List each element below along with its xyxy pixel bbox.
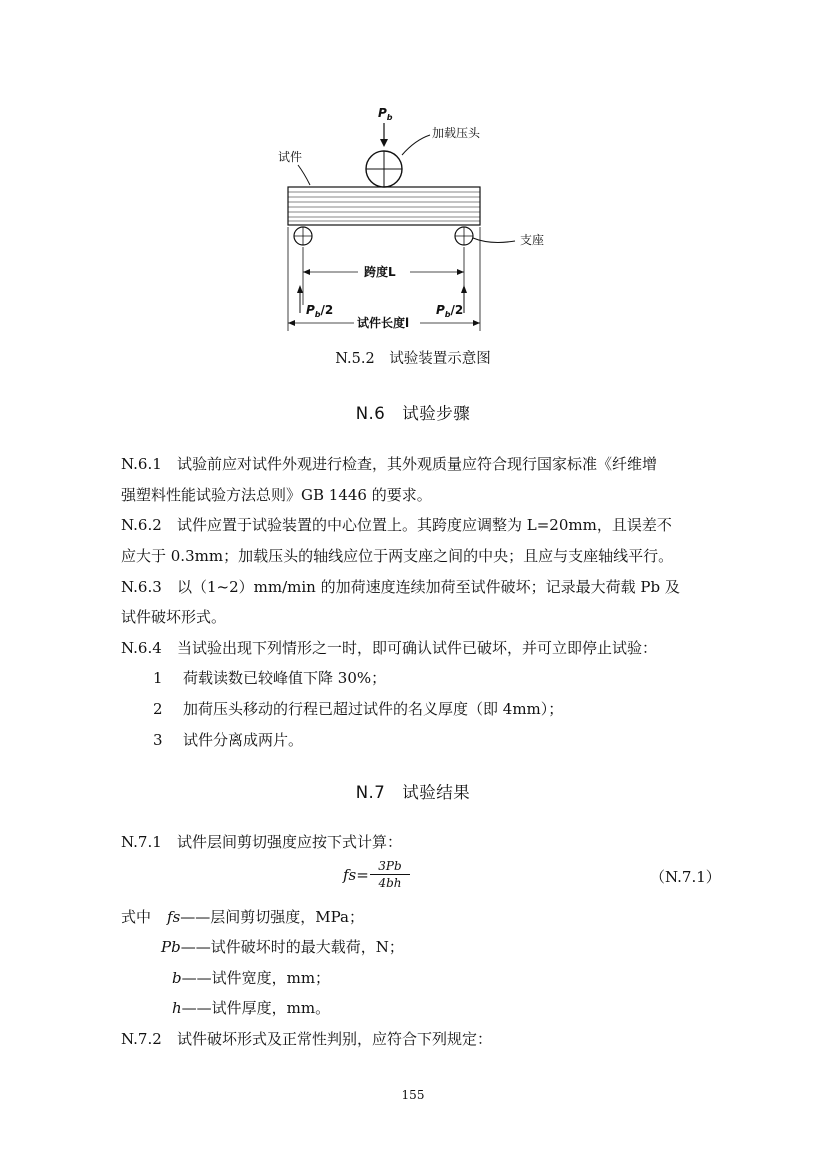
formula-denominator: 4bh bbox=[378, 876, 402, 890]
formula-fraction bbox=[370, 858, 410, 891]
specimen-leader bbox=[298, 165, 310, 185]
paragraph-line: N.6.1 试验前应对试件外观进行检查，其外观质量应符合现行国家标准《纤维增 bbox=[121, 455, 658, 473]
reaction-left-label: $P_b/2$ bbox=[306, 303, 334, 319]
paragraph-line: N.6.4 当试验出现下列情形之一时，即可确认试件已破坏，并可立即停止试验： bbox=[121, 639, 658, 657]
paragraph-line: N.7.2 试件破坏形式及正常性判别，应符合下列规定： bbox=[121, 1030, 493, 1048]
formula bbox=[343, 858, 433, 898]
load-arrow-head bbox=[380, 139, 388, 147]
paragraph-line: 应大于 0.3mm；加载压头的轴线应位于两支座之间的中央；且应与支座轴线平行。 bbox=[121, 547, 674, 565]
specimen-label: 试件 bbox=[278, 150, 303, 164]
section-title-n6: N.6 试验步骤 bbox=[355, 404, 471, 423]
where-label: 式中 bbox=[121, 908, 152, 926]
figure-caption: N.5.2 试验装置示意图 bbox=[335, 351, 491, 367]
loading-head-label: 加载压头 bbox=[432, 126, 481, 140]
support-label: 支座 bbox=[520, 233, 545, 247]
length-label: 试件长度l bbox=[357, 316, 410, 330]
paragraph-line: N.6.2 试件应置于试验装置的中心位置上。其跨度应调整为 L=20mm，且误差不 bbox=[121, 516, 672, 534]
variable-line: h——试件厚度，mm。 bbox=[172, 999, 331, 1017]
list-item: 3 试件分离成两片。 bbox=[153, 731, 304, 749]
paragraph-line: N.7.1 试件层间剪切强度应按下式计算： bbox=[121, 833, 403, 851]
formula-number: （N.7.1） bbox=[650, 868, 721, 886]
page-number: 155 bbox=[401, 1088, 425, 1102]
list-item: 2 加荷压头移动的行程已超过试件的名义厚度（即 4mm）； bbox=[153, 700, 564, 718]
where-line: 式中 fs——层间剪切强度，MPa； bbox=[121, 908, 364, 926]
paragraph-line: 试件破坏形式。 bbox=[121, 608, 227, 626]
variable-line: b——试件宽度，mm； bbox=[172, 969, 331, 987]
support-leader bbox=[473, 238, 515, 242]
load-label: $P_b$ bbox=[378, 106, 393, 122]
loading-head-leader bbox=[402, 135, 430, 155]
variable-line: Pb——试件破坏时的最大载荷，N； bbox=[161, 938, 404, 956]
span-label: 跨度L bbox=[364, 265, 396, 279]
test-setup-diagram bbox=[240, 95, 580, 340]
formula-numerator: 3Pb bbox=[370, 858, 410, 875]
paragraph-line: N.6.3 以（1~2）mm/min 的加荷速度连续加荷至试件破坏；记录最大荷载 Pb 及 bbox=[121, 578, 680, 596]
paragraph-line: 强塑料性能试验方法总则》GB 1446 的要求。 bbox=[121, 486, 432, 504]
specimen-laminate bbox=[288, 187, 480, 225]
list-item: 1 荷载读数已较峰值下降 30%； bbox=[153, 669, 387, 687]
reaction-right-label: $P_b/2$ bbox=[436, 303, 464, 319]
formula-lhs: fs= bbox=[343, 866, 369, 884]
section-title-n7: N.7 试验结果 bbox=[355, 783, 471, 802]
